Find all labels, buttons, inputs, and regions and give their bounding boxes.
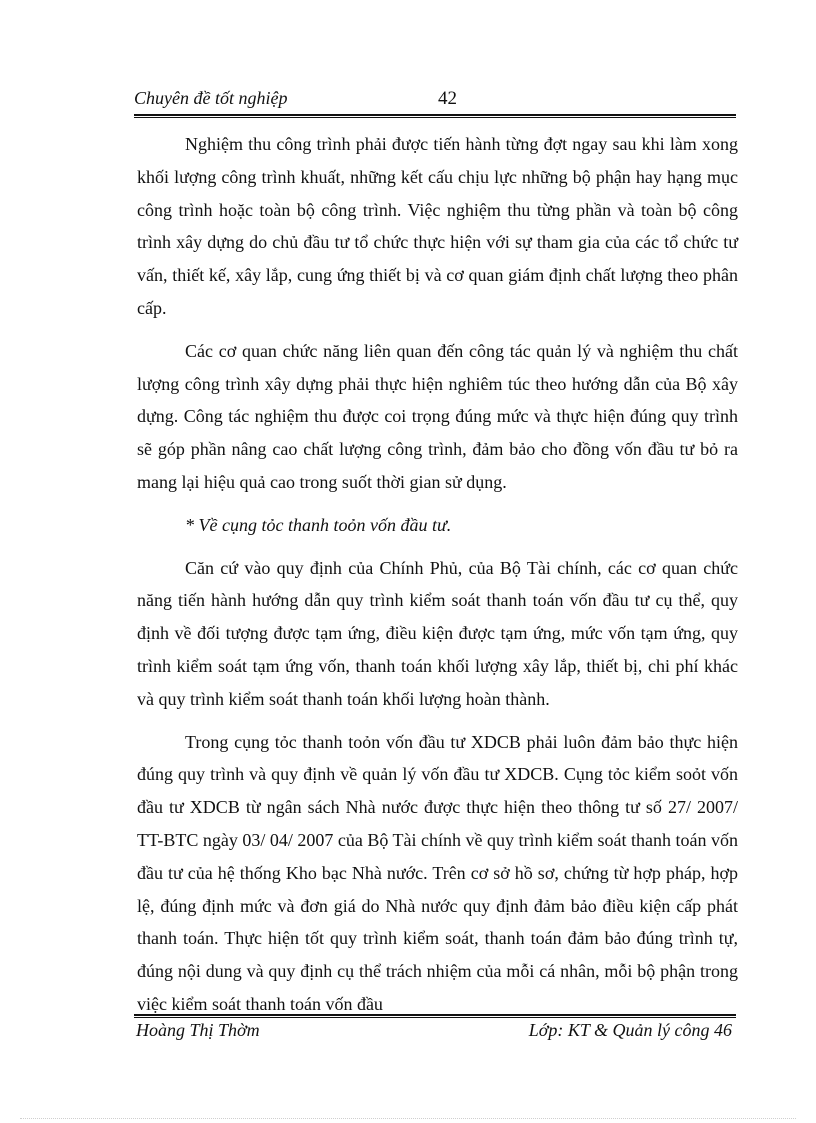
paragraph-payment-process: Trong cụng tỏc thanh toỏn vốn đầu tư XDCB phải luôn đảm bảo thực hiện đúng quy trình và quy định về quản lý vốn đầu tư XDCB. Cụng tỏc kiểm soỏt vốn đầu tư XDCB từ ngân sách Nhà nước được thực hiện theo thông tư số 27/ 2007/ TT-BTC ngày 03/ 04/ 2007 của Bộ Tài chính về quy trình kiểm soát thanh toán vốn đầu tư của hệ thống Kho bạc Nhà nước. Trên cơ sở hồ sơ, chứng từ hợp pháp, hợp lệ, đúng định mức và đơn giá do Nhà nước quy định đảm bảo điều kiện cấp phát thanh toán. Thực hiện tốt quy trình kiểm soát, thanh toán đảm bảo đúng trình tự, đúng nội dung và quy định cụ thể trách nhiệm của mỗi cá nhân, mỗi bộ phận trong việc kiểm soát thanh toán vốn đầu (137, 731, 738, 1014)
section-heading-payment: * Về cụng tỏc thanh toỏn vốn đầu tư. (185, 514, 452, 535)
page-body (137, 128, 738, 1031)
paragraph-management-agencies: Các cơ quan chức năng liên quan đến công tác quản lý và nghiệm thu chất lượng công trình xây dựng phải thực hiện nghiêm túc theo hướng dẫn của Bộ xây dựng. Công tác nghiệm thu được coi trọng đúng mức và thực hiện đúng quy trình sẽ góp phần nâng cao chất lượng công trình, đảm bảo cho đồng vốn đầu tư bỏ ra mang lại hiệu quả cao trong suốt thời gian sử dụng. (137, 340, 738, 492)
footer-divider (134, 1014, 736, 1018)
header-divider (134, 114, 736, 118)
paragraph-acceptance-work: Nghiệm thu công trình phải được tiến hành từng đợt ngay sau khi làm xong khối lượng công trình khuất, những kết cấu chịu lực những bộ phận hay hạng mục công trình hoặc toàn bộ công trình. Việc nghiệm thu từng phần và toàn bộ công trình xây dựng do chủ đầu tư tổ chức thực hiện với sự tham gia của các tổ chức tư vấn, thiết kế, xây lắp, cung ứng thiết bị và cơ quan giám định chất lượng theo phân cấp. (137, 134, 738, 318)
document-title: Chuyên đề tốt nghiệp (134, 88, 288, 108)
class-info: Lớp: KT & Quản lý công 46 (528, 1020, 732, 1040)
page-number: 42 (438, 88, 457, 109)
paragraph-government-regulations: Căn cứ vào quy định của Chính Phủ, của Bộ Tài chính, các cơ quan chức năng tiến hành hướng dẫn quy trình kiểm soát thanh toán vốn đầu tư cụ thể, quy định về đối tượng được tạm ứng, điều kiện được tạm ứng, mức vốn tạm ứng, quy trình kiểm soát tạm ứng vốn, thanh toán khối lượng xây lắp, thiết bị, chi phí khác và quy trình kiểm soát thanh toán khối lượng hoàn thành. (137, 557, 738, 709)
page-footer (134, 1020, 736, 1048)
author-name: Hoàng Thị Thờm (136, 1020, 260, 1040)
page-edge-divider (20, 1118, 796, 1119)
page-header (134, 86, 736, 114)
